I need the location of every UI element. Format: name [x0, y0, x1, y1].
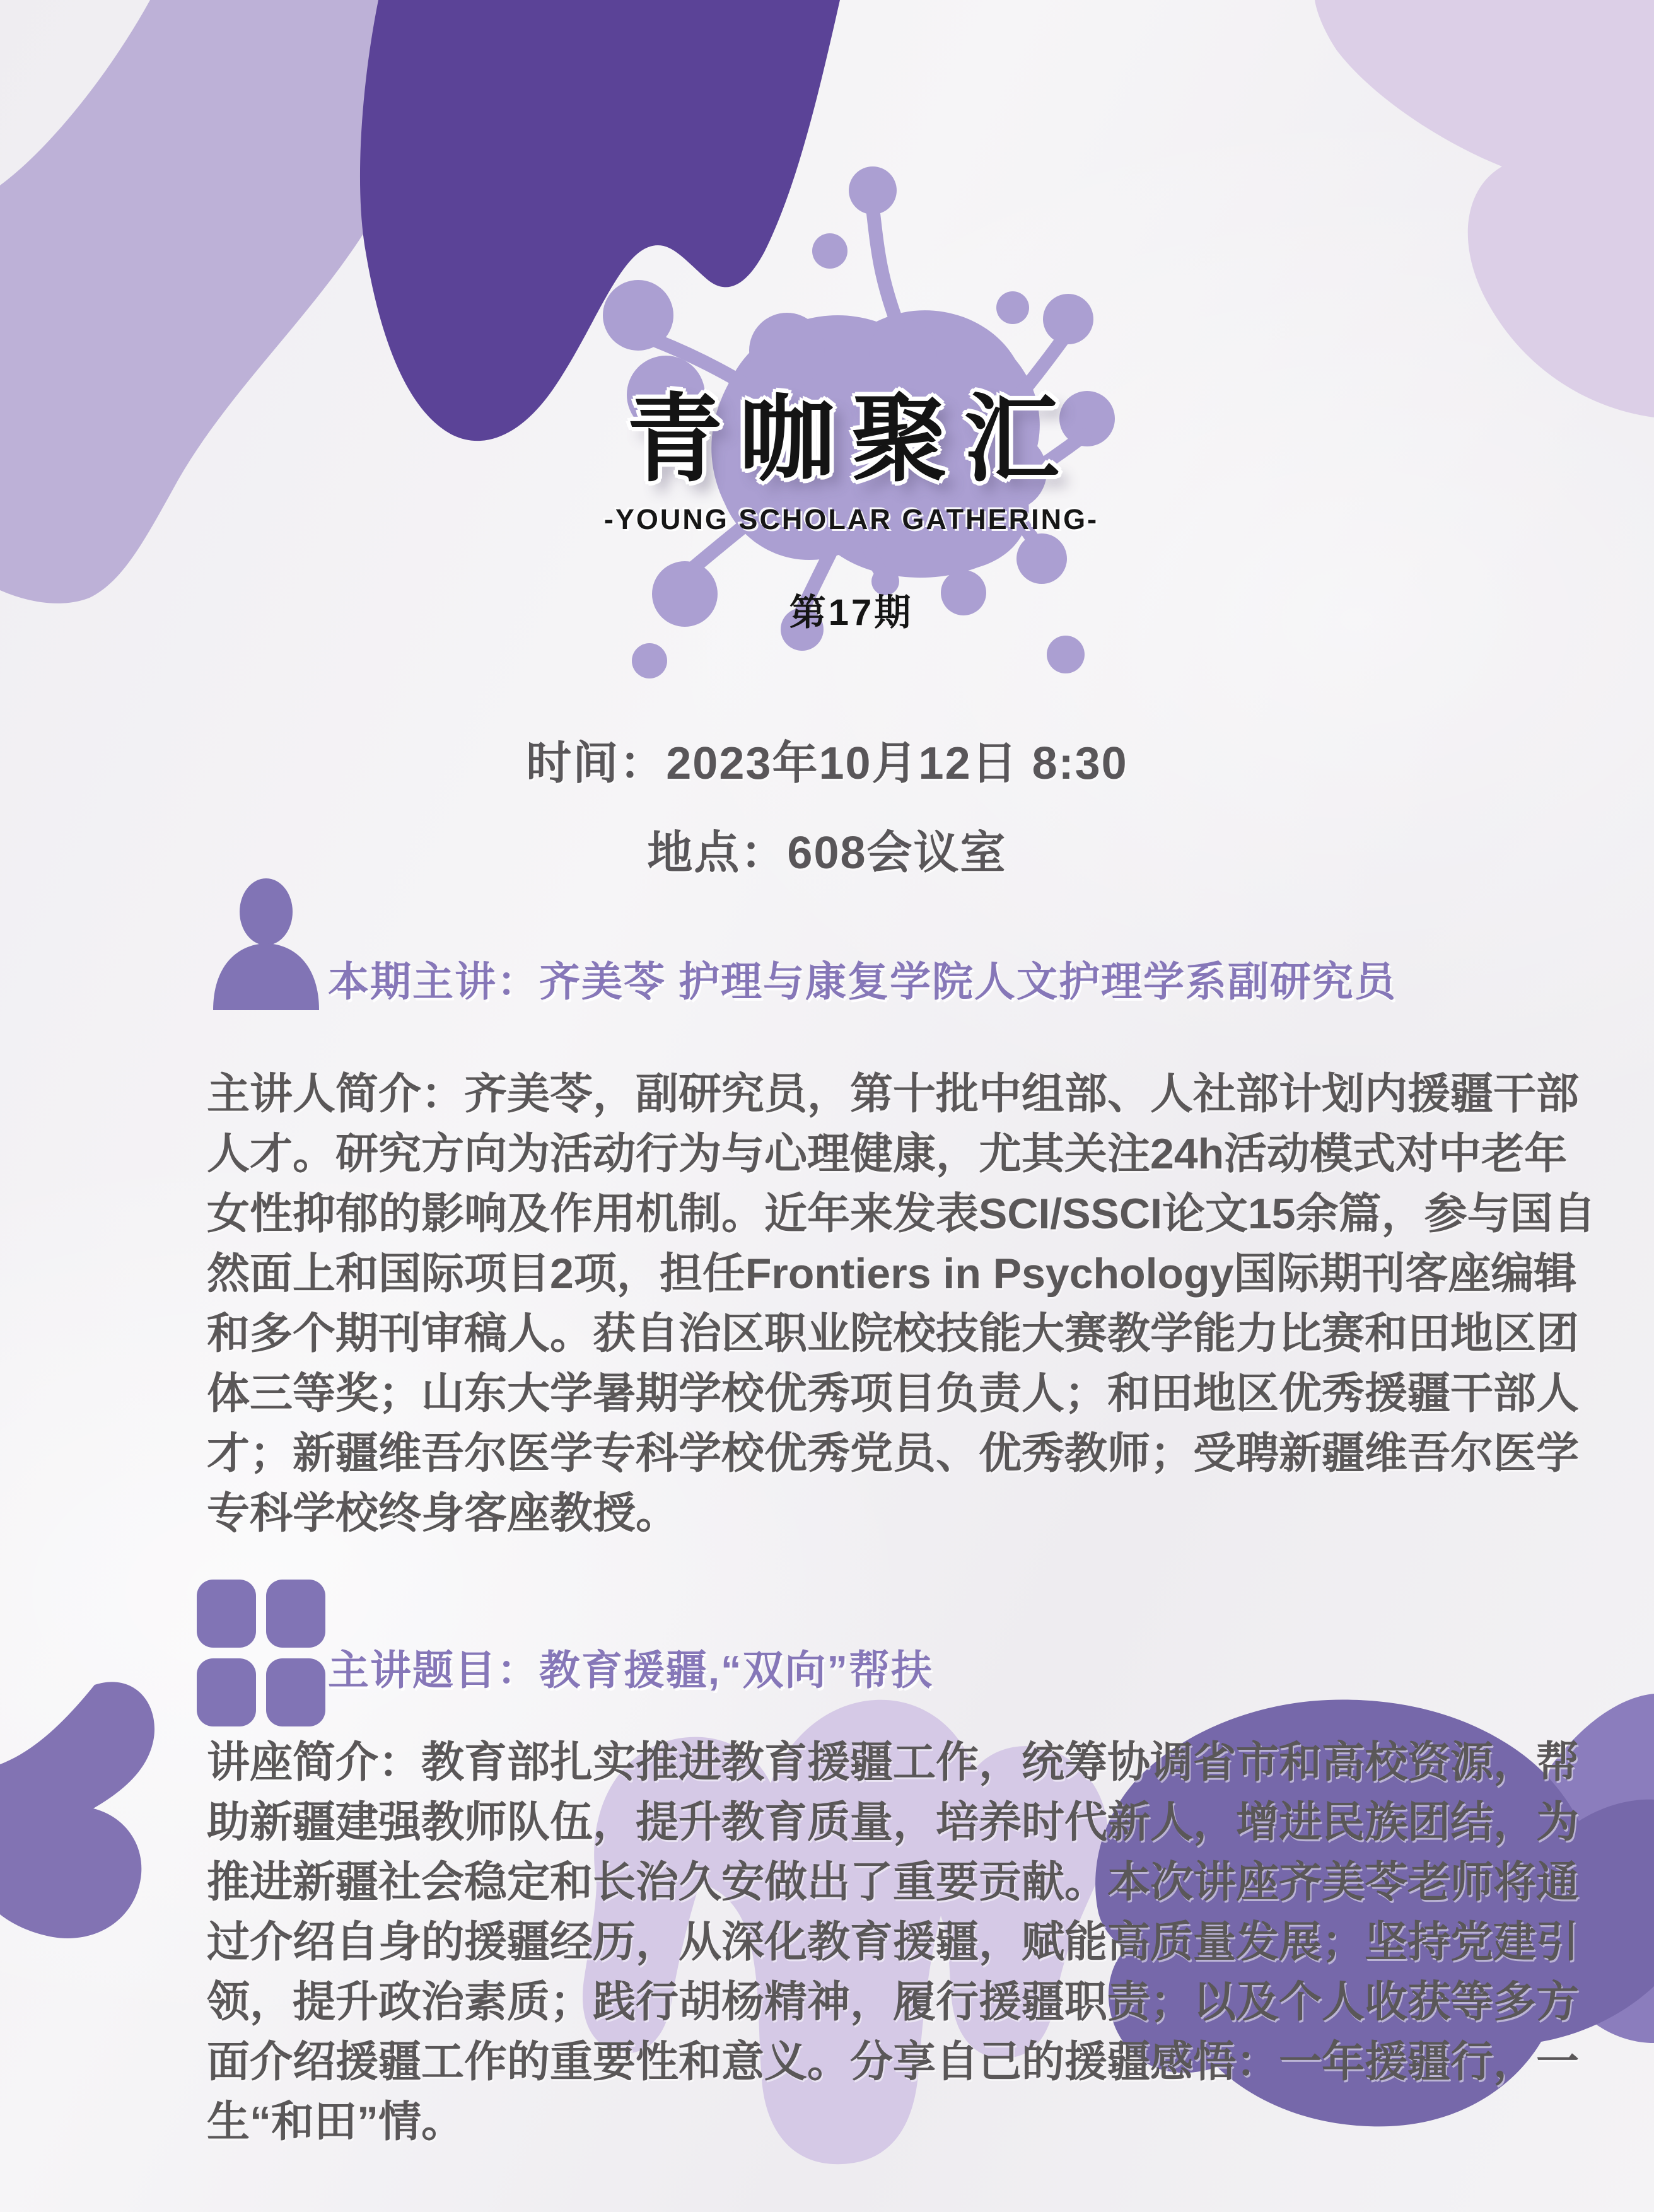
person-icon — [213, 878, 319, 1010]
bio-line: 才；新疆维吾尔医学专科学校优秀党员、优秀教师；受聘新疆维吾尔医学 — [207, 1429, 1580, 1477]
bio-line: 人才。研究方向为活动行为与心理健康，尤其关注24h活动模式对中老年 — [207, 1130, 1568, 1178]
logo-title: 青咖聚汇 — [627, 386, 1076, 493]
bio-line: 女性抑郁的影响及作用机制。近年来发表SCI/SSCI论文15余篇，参与国自 — [207, 1190, 1596, 1238]
event-time: 时间：2023年10月12日 8:30 — [526, 738, 1128, 789]
bio-line: 体三等奖；山东大学暑期学校优秀项目负责人；和田地区优秀援疆干部人 — [207, 1370, 1580, 1417]
topic-heading: 主讲题目：教育援疆,“双向”帮扶 — [328, 1647, 934, 1693]
bio-line: 然面上和国际项目2项，担任Frontiers in Psychology国际期刊客座编辑 — [207, 1250, 1577, 1298]
desc-line: 过介绍自身的援疆经历，从深化教育援疆，赋能高质量发展；坚持党建引 — [207, 1918, 1580, 1966]
bio-line: 和多个期刊审稿人。获自治区职业院校技能大赛教学能力比赛和田地区团 — [207, 1310, 1580, 1358]
desc-line: 面介绍援疆工作的重要性和意义。分享自己的援疆感悟：一年援疆行，一 — [207, 2038, 1580, 2086]
issue-number: 第17期 — [789, 592, 914, 633]
desc-line: 助新疆建强教师队伍，提升教育质量，培养时代新人，增进民族团结，为 — [207, 1798, 1580, 1846]
blob-bottom-left-bowtie — [0, 1682, 154, 1938]
desc-line: 领，提升政治素质；践行胡杨精神，履行援疆职责；以及个人收获等多方 — [207, 1978, 1580, 2026]
desc-line: 生“和田”情。 — [207, 2098, 465, 2146]
blob-top-right — [1315, 0, 1654, 417]
event-location: 地点：608会议室 — [647, 828, 1007, 878]
bio-line: 专科学校终身客座教授。 — [207, 1489, 679, 1537]
grid-icon — [197, 1580, 325, 1726]
speaker-heading: 本期主讲：齐美苓 护理与康复学院人文护理学系副研究员 — [328, 958, 1397, 1004]
speaker-bio — [207, 1064, 1596, 1544]
desc-line: 推进新疆社会稳定和长治久安做出了重要贡献。本次讲座齐美苓老师将通 — [207, 1858, 1580, 1906]
lecture-description — [207, 1733, 1581, 2152]
logo-subtitle: -YOUNG SCHOLAR GATHERING- — [603, 503, 1099, 535]
bio-line: 主讲人简介：齐美苓，副研究员，第十批中组部、人社部计划内援疆干部 — [207, 1070, 1580, 1118]
desc-line: 讲座简介：教育部扎实推进教育援疆工作，统筹协调省市和高校资源，帮 — [207, 1738, 1580, 1786]
